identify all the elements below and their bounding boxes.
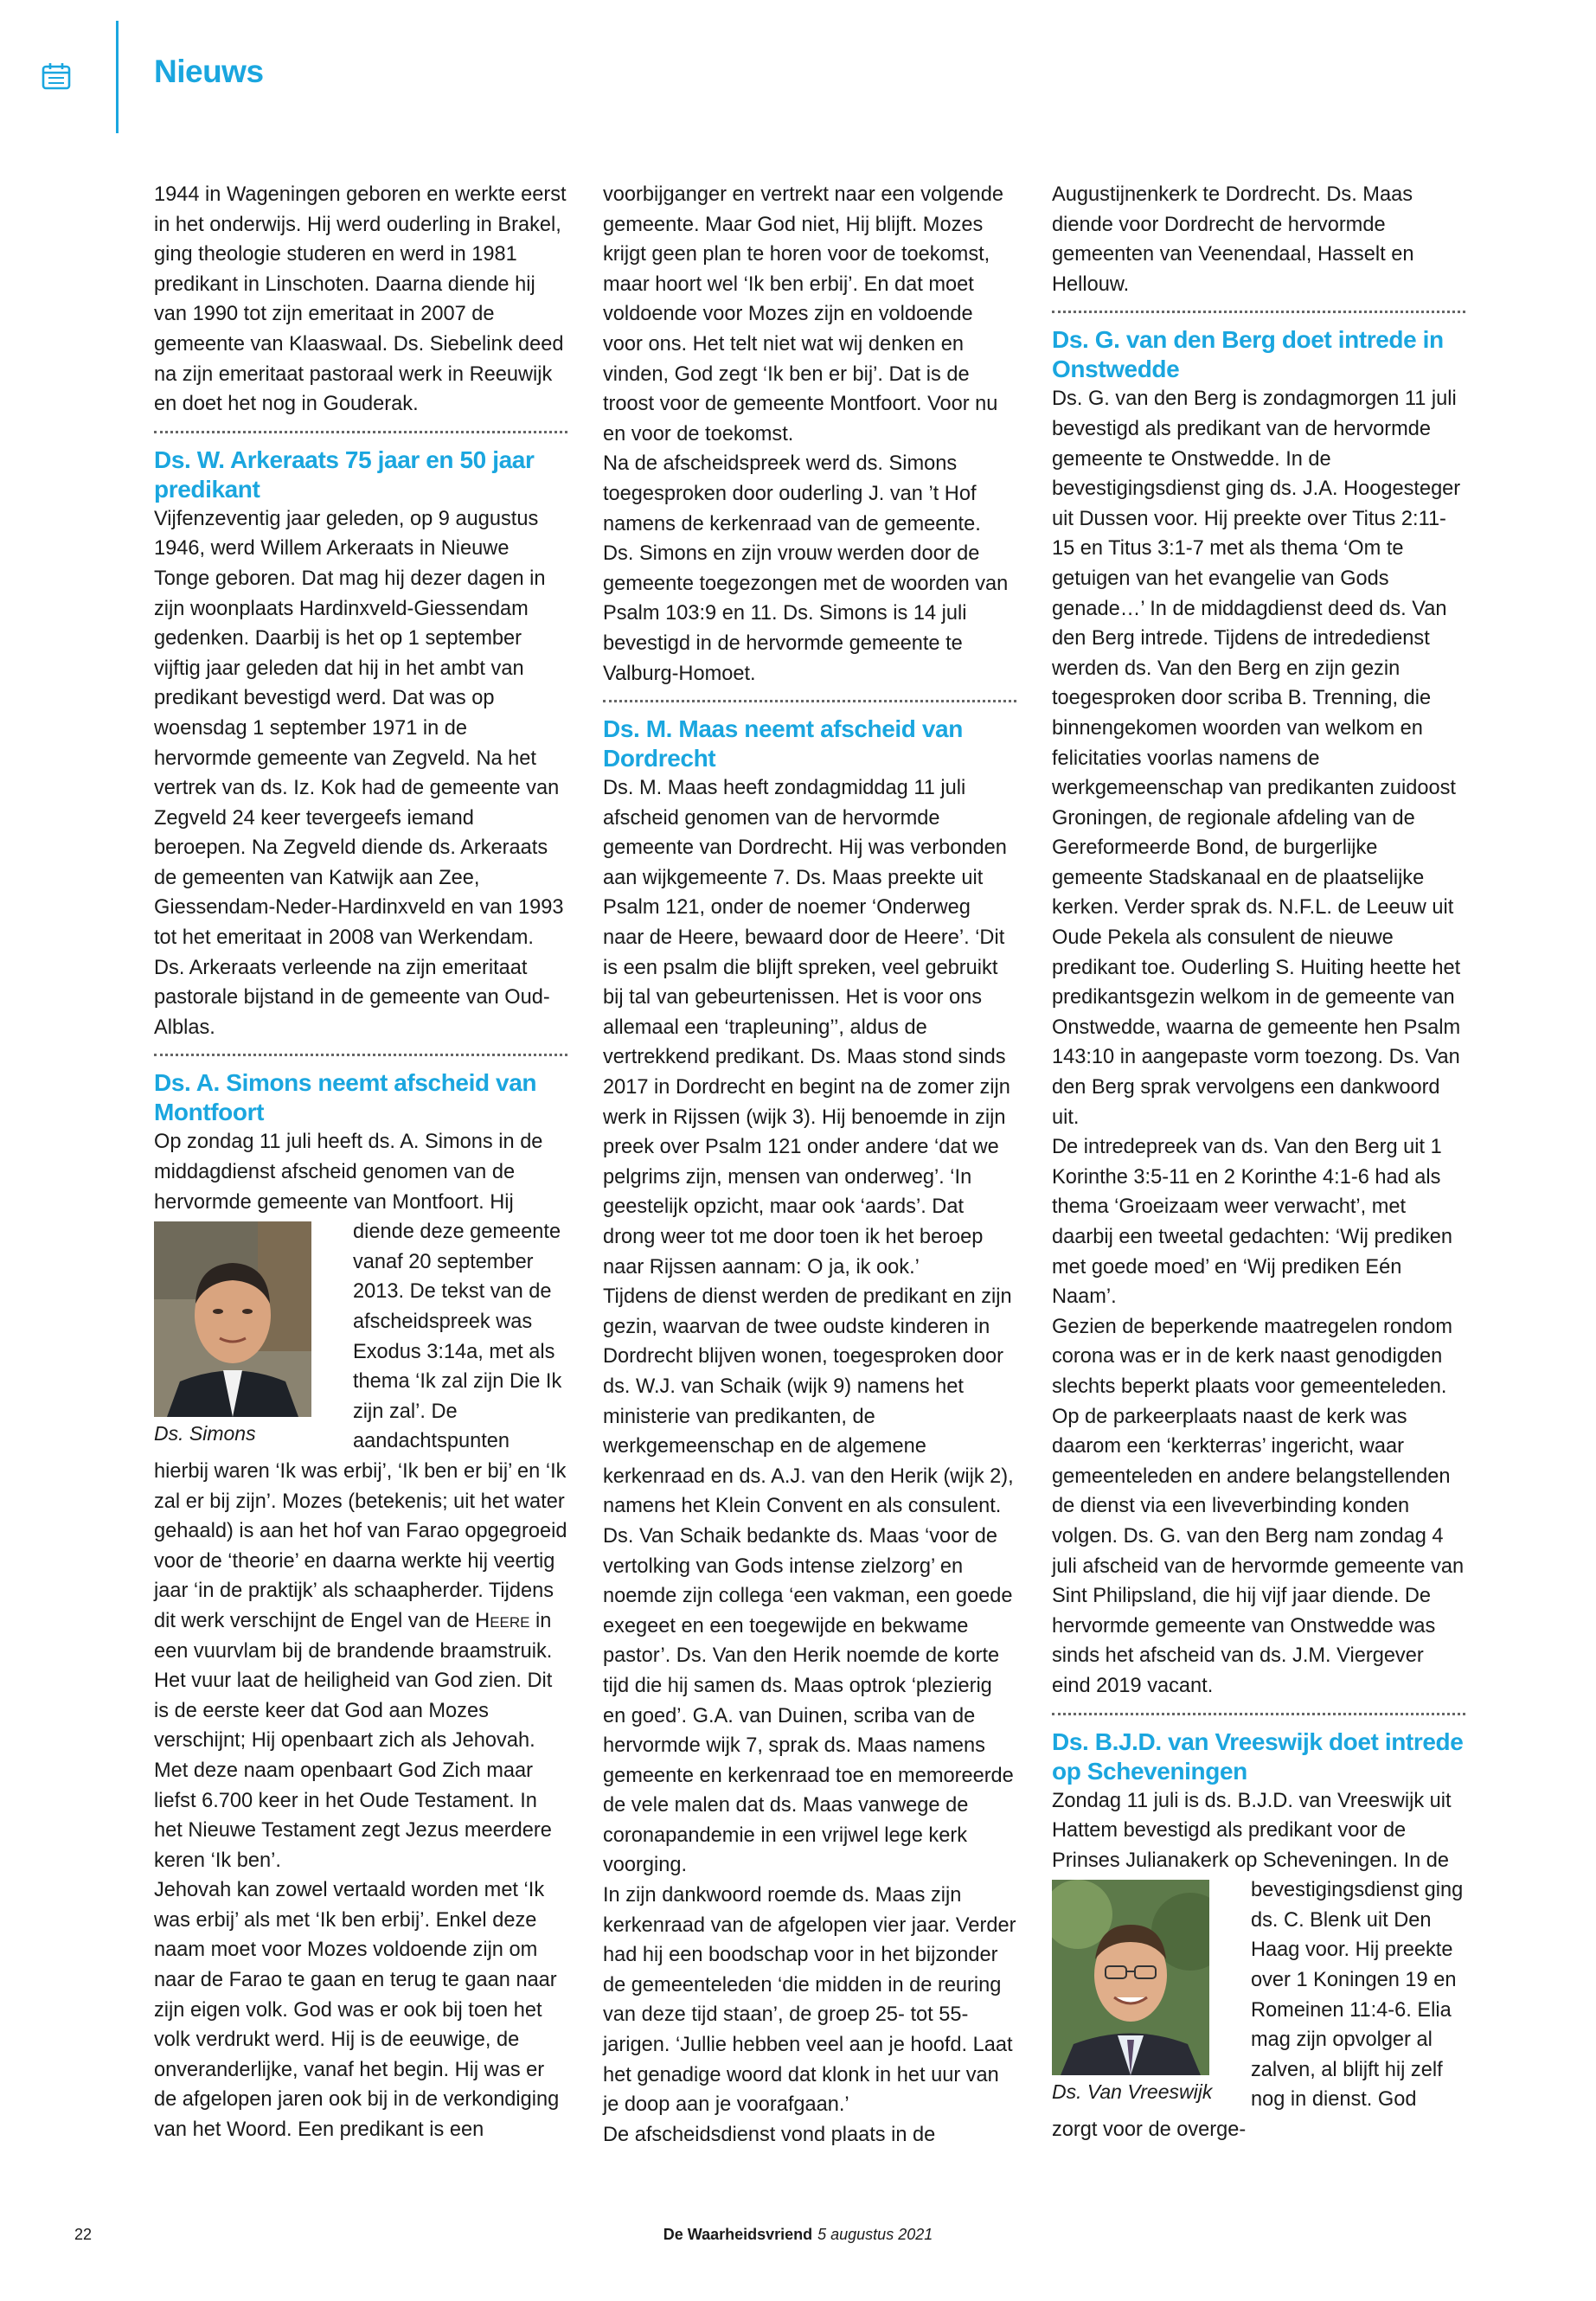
article-body-maas-a: Ds. M. Maas heeft zondagmiddag 11 juli afscheid genomen van de hervormde gemeente van Dordrecht. Hij was verbonden aan wijkgemeente 7. Ds. Maas preekte uit Psalm 121, onder de noemer ‘Onderweg naar de Heere, bewaard door de Heere’. ‘Dit is een psalm die blijft spreken, veel gebruikt bij tal van gebeurtenissen. Het is voor ons allemaal een ‘trapleuning’’, aldus de vertrekkend predikant. Ds. Maas stond sinds 2017 in Dordrecht en begint na de zomer zijn werk in Rijssen (wijk 3). Hij benoemde in zijn preek over Psalm 121 onder andere ‘dat we pelgrims zijn, mensen van onderweg’. ‘In geestelijk opzicht, maar ook ‘aards’. Dat drong weer tot me door toen ik het beroep naar Rijssen aannam: O ja, ik ook.’ xyxy=(603,777,1010,1279)
article-body-simons-a: diende deze gemeente vanaf 20 september 2013. De tekst van de afscheidspreek was Exodus 3:14a, met als thema ‘Ik zal zijn Die Ik zijn zal’. De aandachtspunten hierbij waren ‘Ik was erbij’, ‘Ik ben er bij’ en ‘Ik zal er bij zijn’. Mozes (betekenis; uit het water gehaald) is aan het hof van Farao opgegroeid voor de ‘theorie’ en daarna werkte hij veertig jaar ‘in de praktijk’ als schaapherder. Tijdens dit werk verschijnt de Engel van de xyxy=(154,1221,567,1632)
article-body-vandenberg-a: Ds. G. van den Berg is zondagmorgen 11 juli bevestigd als predikant van de hervormde gemeente te Onstwedde. In de bevestigingsdienst ging ds. J.A. Hoogesteger uit Dussen voor. Hij preekte over Titus 2:11-15 en Titus 3:1-7 met als thema ‘Om te getuigen van het evangelie van Gods genade…’ In de middagdienst deed ds. Van den Berg intrede. Tijdens de intrededienst werden ds. Van den Berg en zijn gezin toegesproken door scriba B. Trenning, die binnengekomen woorden van welkom en felicitaties voorlas namens de werkgemeenschap van predikanten zuidoost Groningen, de regionale afdeling van de Gereformeerde Bond, de burgerlijke gemeente Stadskanaal en de plaatselijke kerken. Verder sprak ds. N.F.L. de Leeuw uit Oude Pekela als consulent de nieuwe predikant toe. Ouderling S. Huiting heette het predikantsgezin welkom in de gemeente van Onstwedde, waarna de gemeente hen Psalm 143:10 in aangepaste vorm toezong. Ds. Van den Berg sprak vervolgens een dankwoord uit. xyxy=(1052,388,1461,1129)
column-3 xyxy=(1052,180,1465,2145)
article-lead-simons: Op zondag 11 juli heeft ds. A. Simons in de middagdienst afscheid genomen van de hervormde gemeente van Montfoort. Hij xyxy=(154,1131,543,1214)
article-body-maas-end: Augustijnenkerk te Dordrecht. Ds. Maas diende voor Dordrecht de hervormde gemeenten van Veenendaal, Hasselt en Hellouw. xyxy=(1052,183,1414,296)
separator xyxy=(1052,311,1465,313)
header-divider xyxy=(116,21,119,133)
article-body-simons-end: Na de afscheidspreek werd ds. Simons toegesproken door ouderling J. van ’t Hof namens de kerkenraad van de gemeente. Ds. Simons en zijn vrouw werden door de gemeente toegezongen met de woorden van Psalm 103:9 en 11. Ds. Simons is 14 juli bevestigd in de hervormde gemeente te Valburg-Homoet. xyxy=(603,452,1009,685)
article-title-arkeraats: Ds. W. Arkeraats 75 jaar en 50 jaar predikant xyxy=(154,445,535,503)
heere-smallcaps: Heere xyxy=(475,1609,530,1632)
column-2 xyxy=(603,180,1016,2150)
photo-vanvreeswijk-block xyxy=(1052,1880,1237,2106)
article-body-maas-c: In zijn dankwoord roemde ds. Maas zijn kerkenraad van de afgelopen vier jaar. Verder had hij een boodschap voor in het bijzonder de gemeenteleden ‘die midden in de reuring van deze tijd staan’, de groep 25- tot 55-jarigen. ‘Jullie hebben veel aan je hoofd. Laat het genadige woord dat klonk in het uur van je doop aan je voorafgaan.’ xyxy=(603,1884,1016,2117)
article-body-vandenberg-b: De intredepreek van ds. Van den Berg uit 1 Korinthe 3:5-11 en 2 Korinthe 4:1-6 had als thema ‘Groeizaam weer verwacht’, met daarbij een tweetal gedachten: ‘Wij prediken met goede moed’ en ‘Wij prediken Eén Naam’. xyxy=(1052,1136,1452,1309)
footer-masthead xyxy=(0,2226,1596,2244)
separator xyxy=(603,700,1016,702)
portrait-photo-simons xyxy=(154,1221,311,1417)
photo-caption: Ds. Simons xyxy=(154,1422,256,1445)
article-lead-vanvreeswijk: Zondag 11 juli is ds. B.J.D. van Vreeswijk uit Hattem bevestigd als predikant voor de Prinses Julianakerk op Scheveningen. In de xyxy=(1052,1789,1452,1872)
article-body-simons-b: in een vuurvlam bij de brandende braamstruik. Het vuur laat de heiligheid van God zien. Dit is de eerste keer dat God aan Mozes verschijnt; Hij openbaart zich als Jehovah. Met deze naam openbaart God Zich maar liefst 6.700 keer in het Oude Testament. In het Nieuwe Testament zegt Jezus meerdere keren ‘Ik ben’. xyxy=(154,1609,553,1872)
article-title-simons: Ds. A. Simons neemt afscheid van Montfoort xyxy=(154,1069,537,1126)
issue-date: 5 augustus 2021 xyxy=(817,2226,933,2243)
column-1 xyxy=(154,180,567,2145)
magazine-name: De Waarheidsvriend xyxy=(663,2226,813,2243)
article-body-simons-c: Jehovah kan zowel vertaald worden met ‘Ik was erbij’ als met ‘Ik ben erbij’. Enkel deze naam moet voor Mozes voldoende zijn om naar de Farao te gaan en terug te gaan naar zijn eigen volk. God was er ook bij toen het volk verdrukt werd. Hij is de eeuwige, de onveranderlijke, vanaf het begin. Hij was er de afgelopen jaren ook bij in de verkondiging van het Woord. Een predikant is een xyxy=(154,1879,560,2142)
article-body-maas-d: De afscheidsdienst vond plaats in de xyxy=(603,2123,936,2146)
article-body-vanvreeswijk: bevestigingsdienst ging ds. C. Blenk uit Den Haag voor. Hij preekte over 1 Koningen 19 en Romeinen 11:4-6. Elia mag zijn opvolger al zalven, al blijft hij zelf nog in dienst. God zorgt voor de overge- xyxy=(1052,1879,1464,2142)
article-body-simons-continued: voorbijganger en vertrekt naar een volgende gemeente. Maar God niet, Hij blijft. Mozes krijgt geen plan te horen voor de toekomst, maar hoort wel ‘Ik ben erbij’. En dat moet voldoende voor Mozes zijn en voldoende voor ons. Het telt niet wat wij denken en vinden, God zegt ‘Ik ben er bij’. Dat is de troost voor de gemeente Montfoort. Voor nu en voor de toekomst. xyxy=(603,183,1004,445)
article-body-maas-b: Tijdens de dienst werden de predikant en zijn gezin, waarvan de twee oudste kinderen in Dordrecht blijven wonen, toegesproken door ds. W.J. van Schaik (wijk 9) namens het ministerie van predikanten, de werkgemeenschap en de algemene kerkenraad en ds. A.J. van den Herik (wijk 2), namens het Klein Convent en als consulent. Ds. Van Schaik bedankte ds. Maas ‘voor de vertolking van Gods intense zielzorg’ en noemde zijn collega ‘een vakman, een goede exegeet en een toegewijde en bekwame pastor’. Ds. Van den Herik noemde de korte tijd die hij samen ds. Maas optrok ‘plezierig en goed’. G.A. van Duinen, scriba van de hervormde wijk 7, sprak ds. Maas namens gemeente en kerkenraad toe en memoreerde de vele malen dat ds. Maas vanwege de coronapandemie in een vrijwel lege kerk voorging. xyxy=(603,1285,1014,1877)
calendar-icon xyxy=(42,62,71,90)
section-title: Nieuws xyxy=(154,54,264,89)
article-body-arkeraats: Vijfenzeventig jaar geleden, op 9 augustus 1946, werd Willem Arkeraats in Nieuwe Tonge geboren. Dat mag hij dezer dagen in zijn woonplaats Hardinxveld-Giessendam gedenken. Daarbij is het op 1 september vijftig jaar geleden dat hij in het ambt van predikant bevestigd werd. Dat was op woensdag 1 september 1971 in de hervormde gemeente van Zegveld. Na het vertrek van ds. Iz. Kok had de gemeente van Zegveld 24 keer tevergeefs iemand beroepen. Na Zegveld diende ds. Arkeraats de gemeenten van Katwijk aan Zee, Giessendam-Neder-Hardinxveld en van 1993 tot het emeritaat in 2008 van Werkendam. Ds. Arkeraats verleende na zijn emeritaat pastorale bijstand in de gemeente van Oud-Alblas. xyxy=(154,507,564,1039)
article-body-vandenberg-c: Gezien de beperkende maatregelen rondom corona was er in de kerk naast genodigden slechts beperkt plaats voor gemeenteleden. Op de parkeerplaats naast de kerk was daarom een ‘kerkterras’ ingericht, waar gemeenteleden en andere belangstellenden de dienst via een liveverbinding konden volgen. Ds. G. van den Berg nam zondag 4 juli afscheid van de hervormde gemeente van Sint Philipsland, die hij vijf jaar diende. De hervormde gemeente van Onstwedde was sinds het afscheid van ds. J.M. Viergever eind 2019 vacant. xyxy=(1052,1315,1465,1697)
article-title-maas: Ds. M. Maas neemt afscheid van Dordrecht xyxy=(603,715,963,772)
article-continuation: 1944 in Wageningen geboren en werkte eerst in het onderwijs. Hij werd ouderling in Brakel, ging theologie studeren en werd in 1981 predikant in Linschoten. Daarna diende hij van 1990 tot zijn emeritaat in 2007 de gemeente van Klaaswaal. Ds. Siebelink deed na zijn emeritaat pastoraal werk in Reeuwijk en doet het nog in Gouderak. xyxy=(154,183,567,416)
page-number: 22 xyxy=(74,2226,93,2243)
article-title-vandenberg: Ds. G. van den Berg doet intrede in Onstwedde xyxy=(1052,326,1444,383)
separator xyxy=(154,431,567,433)
article-title-vanvreeswijk: Ds. B.J.D. van Vreeswijk doet intrede op Scheveningen xyxy=(1052,1727,1464,1785)
photo-simons-block xyxy=(154,1221,339,1448)
portrait-photo-vanvreeswijk xyxy=(1052,1880,1209,2075)
photo-caption: Ds. Van Vreeswijk xyxy=(1052,2080,1213,2104)
separator xyxy=(154,1054,567,1056)
separator xyxy=(1052,1713,1465,1715)
